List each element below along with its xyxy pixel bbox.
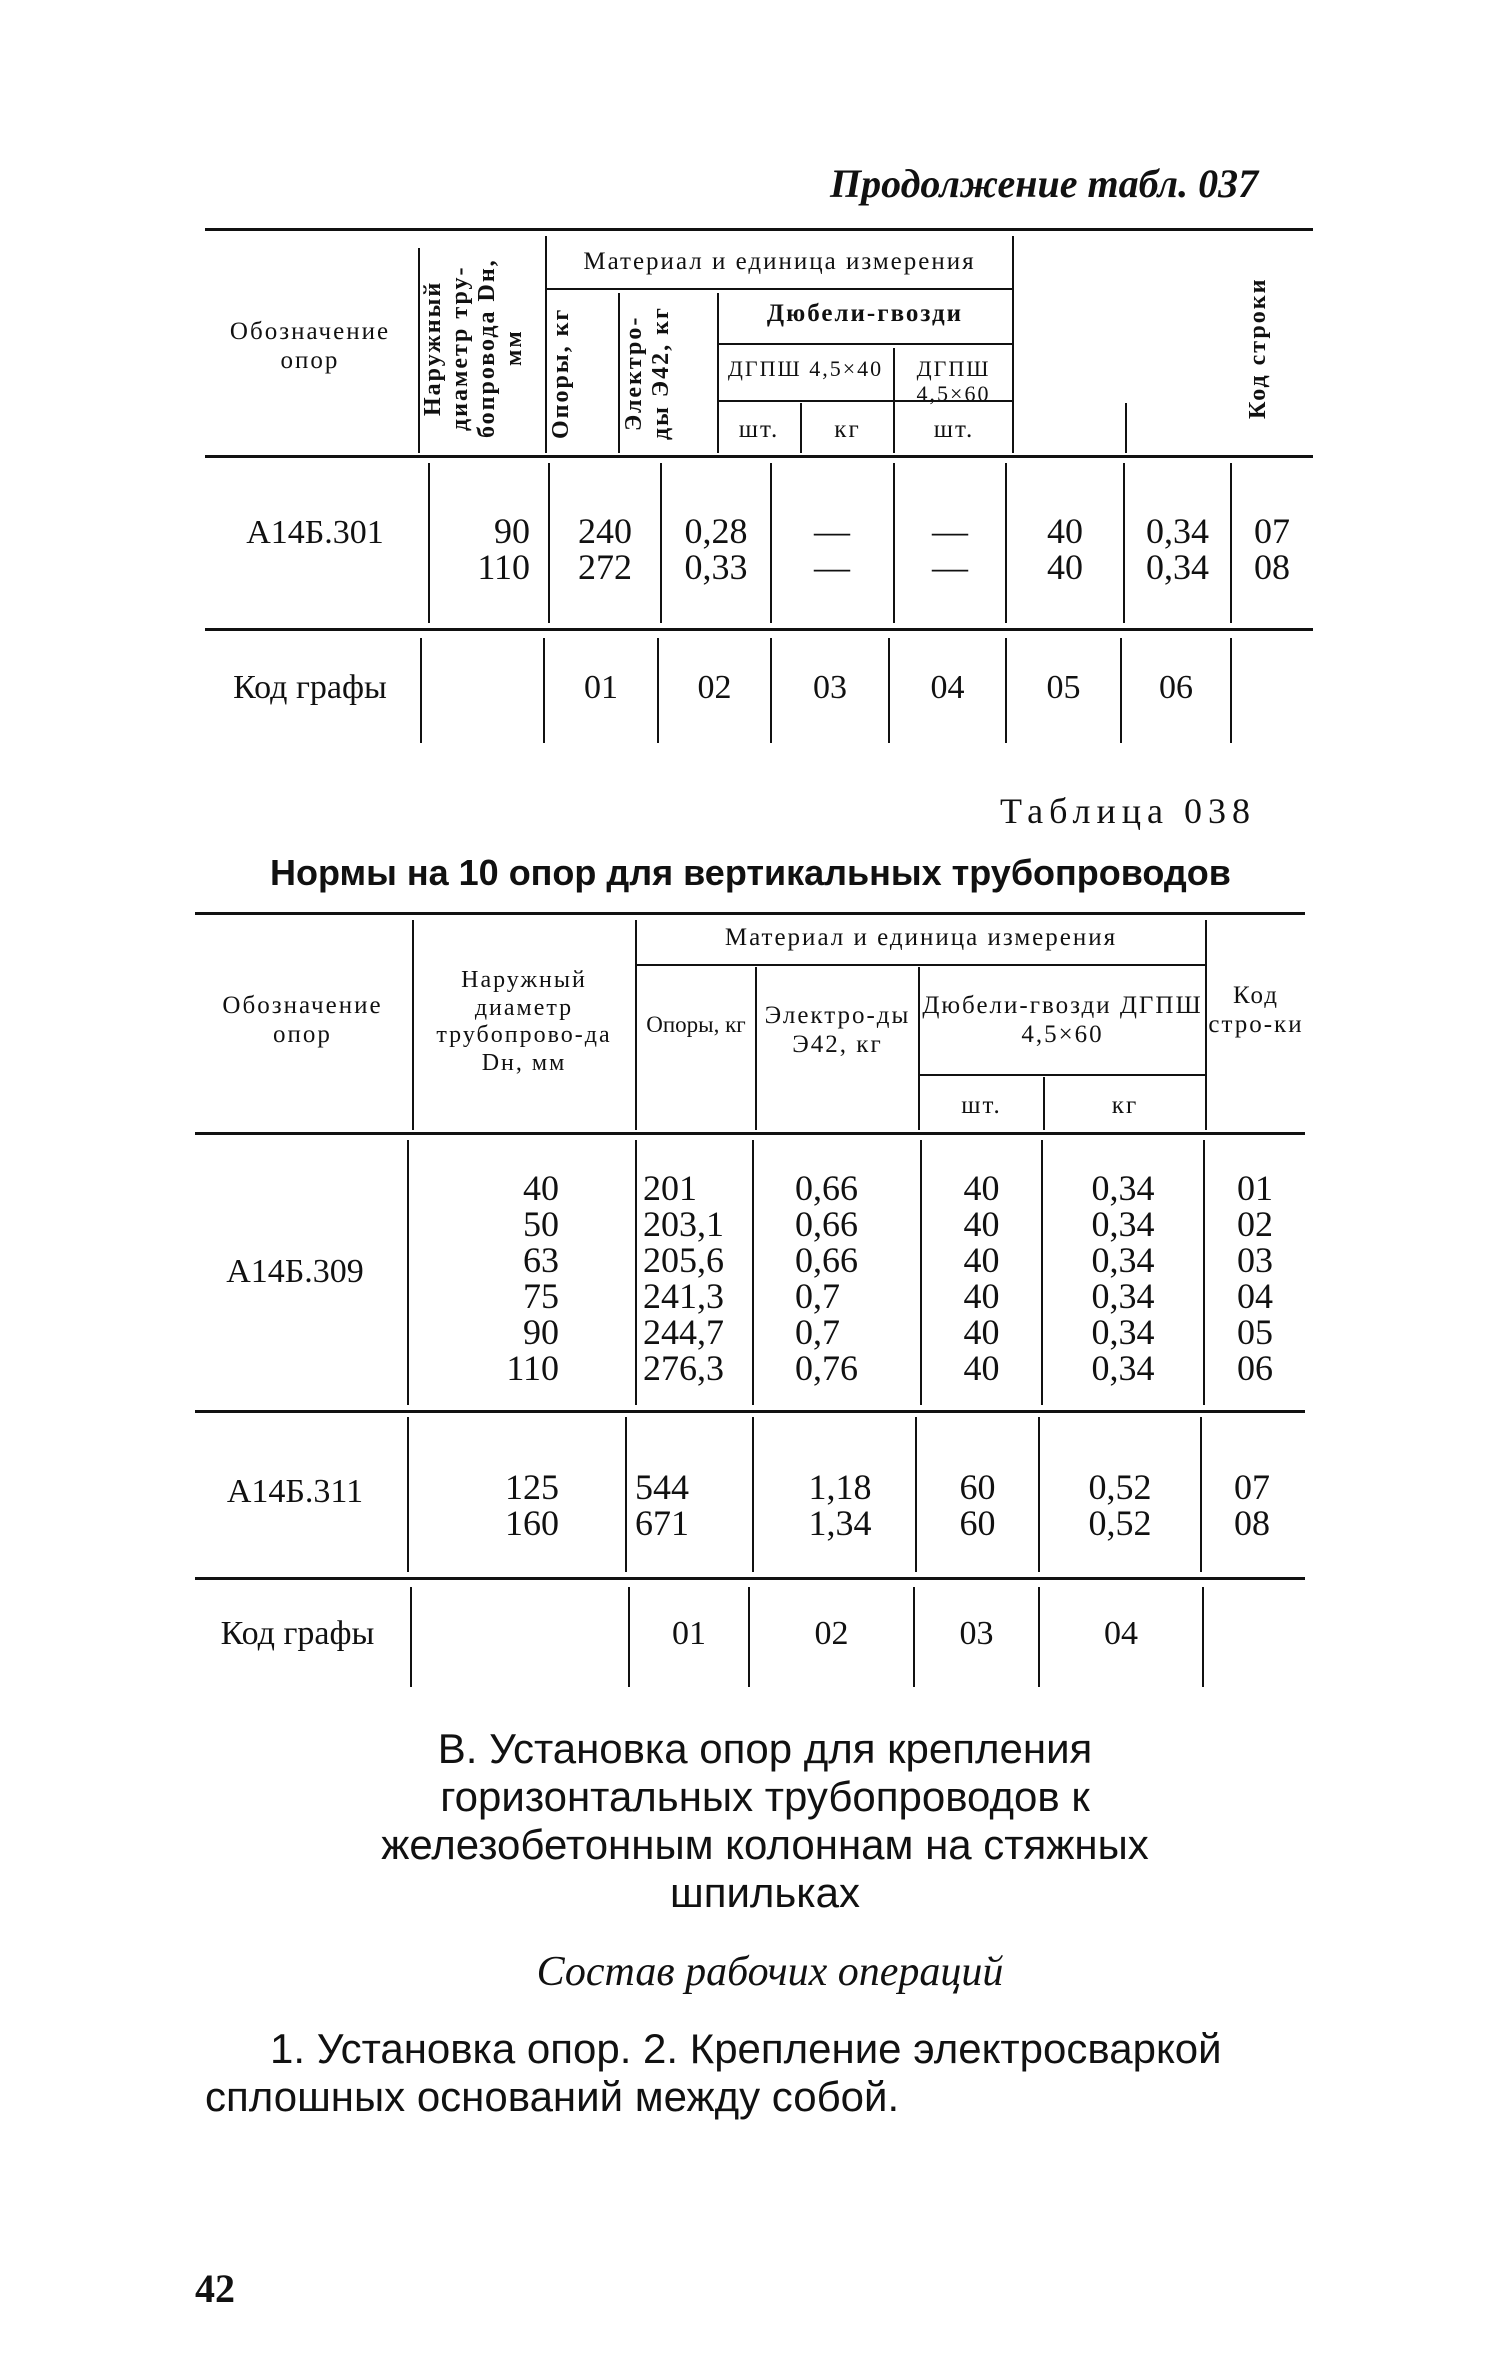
cell-d40-kg: — xyxy=(932,511,968,551)
operations-paragraph: 1. Установка опор. 2. Крепление электросваркой сплошных оснований между собой. xyxy=(205,2025,1222,2120)
cell-d: 40 xyxy=(523,1168,559,1208)
cell-row-code: 06 xyxy=(1237,1348,1273,1388)
header-row-code: Код строки xyxy=(1245,277,1271,419)
cell-d60-kg: 0,34 xyxy=(1146,511,1209,551)
cell-pcs: 40 xyxy=(963,1204,1000,1244)
cell-pcs: 40 xyxy=(963,1240,1000,1280)
header-dowels: Дюбели-гвозди ДГПШ 4,5×60 xyxy=(922,992,1203,1048)
header-pcs-40: шт. xyxy=(738,416,780,443)
section-heading: В. Установка опор для крепления горизонтальных трубопроводов к железобетонным колоннам на стяжных шпильках xyxy=(381,1725,1149,1916)
cell-d40-pcs: — xyxy=(814,511,850,551)
cell-kg: 0,34 xyxy=(1091,1204,1155,1244)
footer-code: 04 xyxy=(930,669,965,706)
cell-d60-pcs: 40 xyxy=(1047,511,1083,551)
header-supports-kg: Опоры, кг xyxy=(548,307,574,439)
header-material-unit: Материал и единица измерения xyxy=(583,248,976,275)
header-pcs-60: шт. xyxy=(933,416,975,443)
cell-d60-kg: 0,34 xyxy=(1146,547,1209,587)
cell-row-code: 03 xyxy=(1237,1240,1273,1280)
cell-supports: 544 xyxy=(635,1467,689,1507)
cell-d: 50 xyxy=(523,1204,559,1244)
cell-pcs: 40 xyxy=(963,1168,1000,1208)
cell-electrodes: 1,18 xyxy=(808,1467,872,1507)
header-material-unit: Материал и единица измерения xyxy=(724,924,1118,951)
cell-row-code: 08 xyxy=(1254,547,1290,587)
cell-pcs: 40 xyxy=(963,1348,1000,1388)
footer-code: 04 xyxy=(1104,1615,1138,1652)
cell-kg: 0,34 xyxy=(1091,1168,1155,1208)
cell-electrodes: 0,76 xyxy=(795,1348,858,1388)
cell-d: 160 xyxy=(505,1503,559,1543)
cell-supports: 244,7 xyxy=(643,1312,724,1352)
cell-electrodes: 0,7 xyxy=(795,1276,840,1316)
cell-electrodes: 1,34 xyxy=(808,1503,872,1543)
header-dowels: Дюбели-гвозди xyxy=(766,300,964,327)
cell-electrodes: 0,66 xyxy=(795,1168,858,1208)
cell-electrodes: 0,28 xyxy=(684,511,748,551)
footer-label: Код графы xyxy=(220,1615,375,1652)
cell-electrodes: 0,66 xyxy=(795,1204,858,1244)
footer-code: 03 xyxy=(813,669,847,706)
header-electrodes: Электро-ды Э42, кг xyxy=(621,306,674,440)
cell-d: 125 xyxy=(505,1467,559,1507)
cell-pcs: 60 xyxy=(959,1467,996,1507)
table-038 xyxy=(195,912,1305,1692)
cell-supports: 201 xyxy=(643,1168,697,1208)
table-037-continuation xyxy=(205,228,1313,748)
header-kg-40: кг xyxy=(834,416,861,443)
cell-electrodes: 0,66 xyxy=(795,1240,858,1280)
cell-d: 110 xyxy=(477,547,530,587)
row-designation: А14Б.301 xyxy=(246,514,384,551)
page-number: 42 xyxy=(195,2266,235,2311)
cell-d40-pcs: — xyxy=(814,547,850,587)
header-dgpsh-60: ДГПШ 4,5×60 xyxy=(916,356,991,407)
cell-supports: 272 xyxy=(578,547,632,587)
cell-kg: 0,52 xyxy=(1088,1503,1152,1543)
cell-electrodes: 0,7 xyxy=(795,1312,840,1352)
footer-code: 01 xyxy=(672,1615,706,1652)
cell-d: 63 xyxy=(523,1240,559,1280)
footer-code: 02 xyxy=(814,1615,849,1652)
cell-kg: 0,34 xyxy=(1091,1348,1155,1388)
cell-kg: 0,34 xyxy=(1091,1312,1155,1352)
cell-row-code: 07 xyxy=(1254,511,1290,551)
row-designation: А14Б.311 xyxy=(226,1473,364,1510)
cell-row-code: 01 xyxy=(1237,1168,1273,1208)
footer-code: 02 xyxy=(697,669,732,706)
cell-pcs: 40 xyxy=(963,1276,1000,1316)
cell-d60-pcs: 40 xyxy=(1047,547,1083,587)
cell-row-code: 08 xyxy=(1234,1503,1270,1543)
header-row-code: Код стро-ки xyxy=(1208,982,1304,1038)
cell-electrodes: 0,33 xyxy=(684,547,748,587)
cell-row-code: 04 xyxy=(1237,1276,1273,1316)
cell-d: 90 xyxy=(494,511,530,551)
cell-supports: 240 xyxy=(578,511,632,551)
footer-code: 05 xyxy=(1046,669,1081,706)
cell-kg: 0,52 xyxy=(1088,1467,1152,1507)
footer-code: 01 xyxy=(584,669,618,706)
cell-d: 75 xyxy=(523,1276,559,1316)
cell-kg: 0,34 xyxy=(1091,1276,1155,1316)
cell-supports: 241,3 xyxy=(643,1276,724,1316)
table-038-title: Нормы на 10 опор для вертикальных трубопроводов xyxy=(270,852,1231,893)
cell-supports: 203,1 xyxy=(643,1204,724,1244)
cell-supports: 671 xyxy=(635,1503,689,1543)
cell-d: 110 xyxy=(506,1348,559,1388)
header-electrodes: Электро-ды Э42, кг xyxy=(764,1002,911,1058)
table-038-label: Таблица 038 xyxy=(1000,791,1256,831)
header-outer-diameter: Наружный диаметр тру-бопровода Dн, мм xyxy=(420,258,527,438)
row-designation: А14Б.309 xyxy=(226,1253,364,1290)
cell-row-code: 05 xyxy=(1237,1312,1273,1352)
header-supports-kg: Опоры, кг xyxy=(646,1012,746,1037)
continuation-title: Продолжение табл. 037 xyxy=(830,161,1259,206)
header-designation: Обозначение опор xyxy=(222,992,383,1048)
cell-d: 90 xyxy=(523,1312,559,1352)
cell-row-code: 02 xyxy=(1237,1204,1273,1244)
footer-code: 06 xyxy=(1159,669,1193,706)
header-designation: Обозначение опор xyxy=(229,318,391,374)
footer-code: 03 xyxy=(959,1615,994,1652)
footer-label: Код графы xyxy=(233,669,387,706)
header-outer-diameter: Наружный диаметр трубопрово-да Dн, мм xyxy=(436,967,612,1076)
header-kg: кг xyxy=(1111,1092,1139,1119)
cell-pcs: 40 xyxy=(963,1312,1000,1352)
cell-kg: 0,34 xyxy=(1091,1240,1155,1280)
cell-row-code: 07 xyxy=(1234,1467,1270,1507)
cell-supports: 276,3 xyxy=(643,1348,724,1388)
cell-d40-kg: — xyxy=(932,547,968,587)
header-pcs: шт. xyxy=(961,1092,1002,1119)
header-dgpsh-40: ДГПШ 4,5×40 xyxy=(727,356,884,381)
subheading: Состав рабочих операций xyxy=(536,1949,1004,1995)
cell-pcs: 60 xyxy=(959,1503,996,1543)
cell-supports: 205,6 xyxy=(643,1240,724,1280)
